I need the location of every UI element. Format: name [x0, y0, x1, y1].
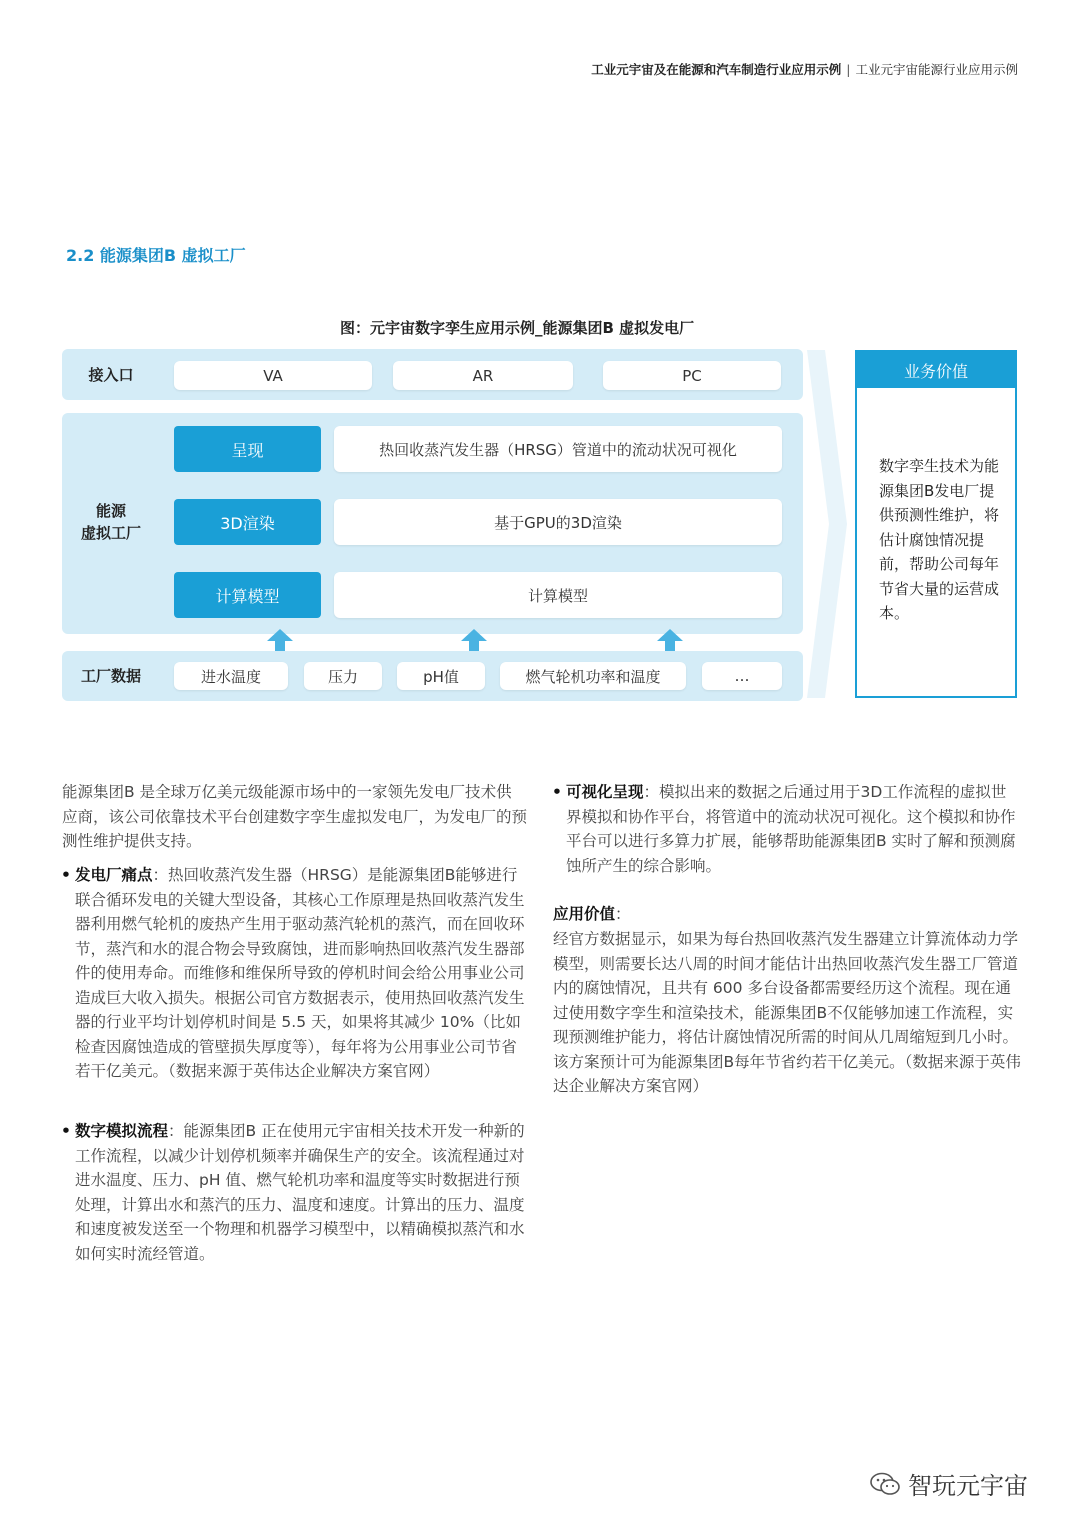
3d-render-button: 3D渲染: [174, 499, 321, 545]
business-value-box: [855, 350, 1017, 698]
data-label: 工厂数据: [80, 667, 141, 685]
bullet-dot: •: [61, 866, 71, 884]
business-value-text: 数字孪生技术为能源集团B发电厂提供预测性维护，将估计腐蚀情况提前，帮助公司每年节省大量的运营成本。: [879, 457, 1000, 622]
figure-title: 图：元宇宙数字孪生应用示例_能源集团B 虚拟发电厂: [340, 319, 695, 337]
bullet-visualization-text: ：模拟出来的数据之后通过用于3D工作流程的虚拟世界模拟和协作平台，将管道中的流动状况可视化。这个模拟和协作平台可以进行多算力扩展，能够帮助能源集团B 实时了解和预测腐蚀所产生的综合影响。: [566, 783, 1016, 875]
data-item-ph: pH值: [397, 662, 485, 690]
data-item-turbine: 燃气轮机功率和温度: [500, 662, 686, 690]
bullet-digital-simulation-label: 数字模拟流程: [75, 1122, 169, 1140]
up-arrow-icon: [657, 629, 683, 653]
header-subtitle: 工业元宇宙能源行业应用示例: [855, 62, 1018, 77]
bullet-visualization-label: 可视化呈现: [566, 783, 644, 801]
factory-label-line1: 能源: [95, 502, 126, 520]
header-title: 工业元宇宙及在能源和汽车制造行业应用示例: [591, 62, 842, 77]
application-value-title: 应用价值: [553, 905, 616, 923]
bullet-pain-points: [61, 863, 527, 1084]
render-present-button: 呈现: [174, 426, 321, 472]
business-value-title: 业务价值: [857, 352, 1015, 388]
data-item-water-temp: 进水温度: [174, 662, 288, 690]
bullet-pain-points-text: ：热回收蒸汽发生器（HRSG）是能源集团B能够进行联合循环发电的关键大型设备，其核心工作原理是热回收蒸汽发生器利用燃气轮机的废热产生用于驱动蒸汽轮机的蒸汽，而在回收环节，蒸汽和水的混合物会导致腐蚀，进而影响热回收蒸汽发生器部件的使用寿命。而维修和维保所导致的停机时间会给公用事业公司造成巨大收入损失。根据公司官方数据表示，使用热回收蒸汽发生器的行业平均计划停机时间是 5.5 天，如果将其减少 10%（比如检查因腐蚀造成的管壁损失厚度等），每年将为公用事业公司节省若干亿美元。（数据来源于英伟达企业解决方案官网）: [75, 866, 525, 1080]
bullet-dot: •: [552, 783, 562, 801]
entry-item-pc: PC: [603, 361, 781, 390]
entry-item-ar: AR: [393, 361, 573, 390]
wechat-watermark: [870, 1466, 1028, 1501]
compute-model-button: 计算模型: [174, 572, 321, 618]
compute-model-desc: 计算模型: [334, 572, 782, 618]
wechat-icon: [870, 1472, 900, 1496]
application-value-heading: [553, 902, 1021, 927]
bullet-pain-points-label: 发电厂痛点: [75, 866, 153, 884]
data-item-pressure: 压力: [304, 662, 382, 690]
data-item-more: …: [702, 662, 782, 690]
watermark-text: 智玩元宇宙: [908, 1472, 1028, 1500]
chevron-right-icon: [807, 350, 847, 698]
entry-item-va: VA: [174, 361, 372, 390]
application-value-colon: ：: [615, 905, 631, 923]
section-title: 2.2 能源集团B 虚拟工厂: [66, 246, 246, 265]
entry-label: 接入口: [88, 366, 134, 384]
factory-label: [66, 500, 156, 544]
3d-render-desc: 基于GPU的3D渲染: [334, 499, 782, 545]
up-arrow-icon: [461, 629, 487, 653]
render-present-desc: 热回收蒸汽发生器（HRSG）管道中的流动状况可视化: [334, 426, 782, 472]
up-arrow-icon: [267, 629, 293, 653]
header-separator: |: [846, 62, 851, 77]
application-value-text: 经官方数据显示，如果为每台热回收蒸汽发生器建立计算流体动力学模型，则需要长达八周的时间才能估计出热回收蒸汽发生器工厂管道内的腐蚀情况，且共有 600 多台设备都需要经历这个流程。现在通过使用数字孪生和渲染技术，能源集团B不仅能够加速工作流程，实现预测维护能力，将估计腐蚀情况所需的时间从几周缩短到几小时。该方案预计可为能源集团B每年节省约若干亿美元。（数据来源于英伟达企业解决方案官网）: [553, 930, 1021, 1095]
intro-paragraph: 能源集团B 是全球万亿美元级能源市场中的一家领先发电厂技术供应商，该公司依靠技术平台创建数字孪生虚拟发电厂，为发电厂的预测性维护提供支持。: [62, 783, 528, 850]
bullet-visualization: [552, 780, 1021, 878]
bullet-digital-simulation: [61, 1119, 527, 1266]
bullet-dot: •: [61, 1122, 71, 1140]
page-header: [591, 60, 1018, 78]
factory-label-line2: 虚拟工厂: [80, 524, 141, 542]
bullet-digital-simulation-text: ：能源集团B 正在使用元宇宙相关技术开发一种新的工作流程，以减少计划停机频率并确保生产的安全。该流程通过对进水温度、压力、pH 值、燃气轮机功率和温度等实时数据进行预处理，计算出水和蒸汽的压力、温度和速度。计算出的压力、温度和速度被发送至一个物理和机器学习模型中，以精确模拟蒸汽和水如何实时流经管道。: [75, 1122, 525, 1263]
